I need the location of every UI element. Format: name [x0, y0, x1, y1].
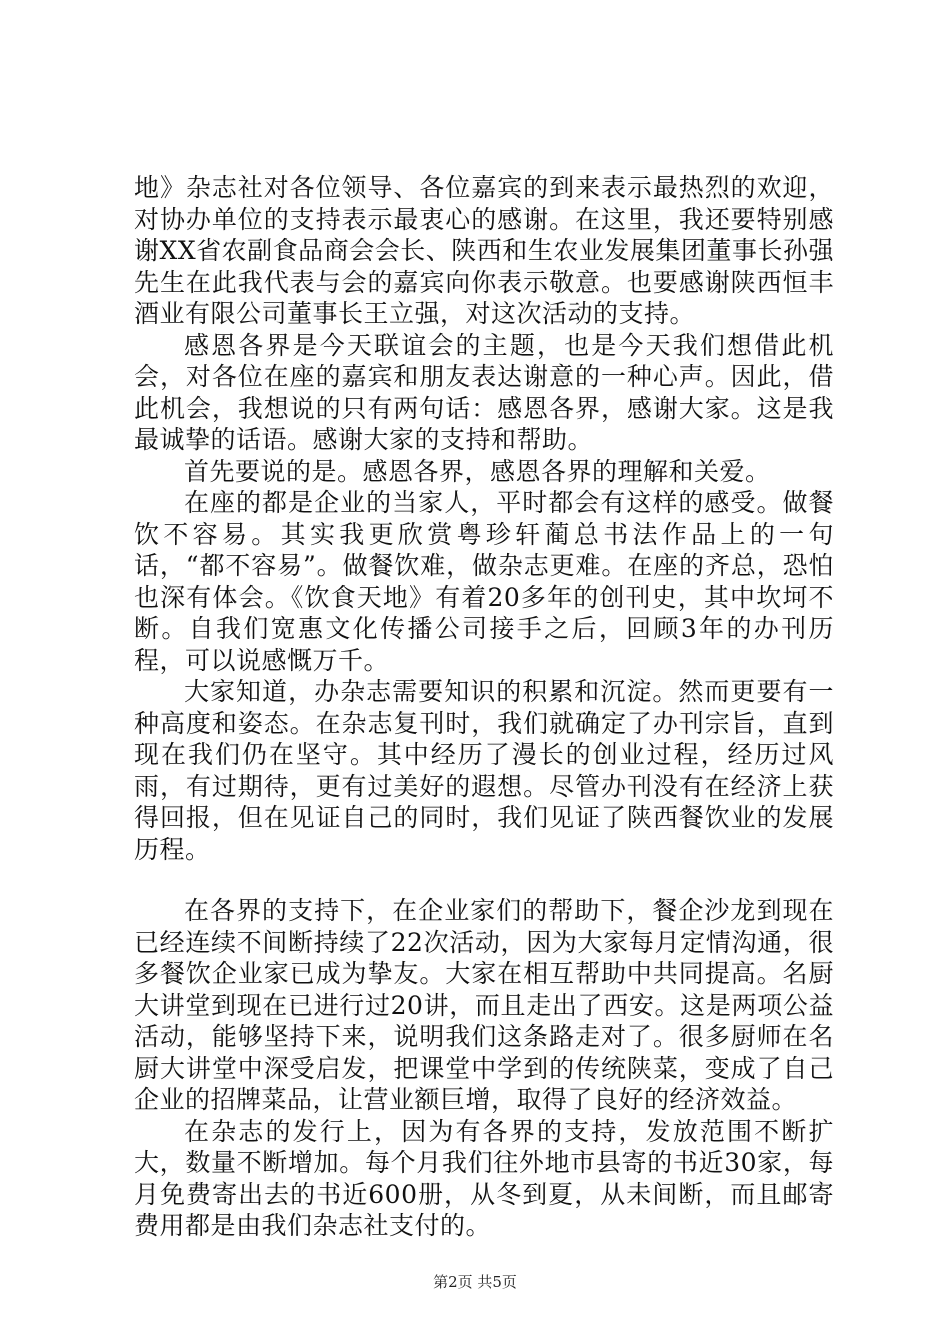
paragraph-7: 在杂志的发行上，因为有各界的支持，发放范围不断扩大，数量不断增加。每个月我们往外地市县寄的书近30家，每月免费寄出去的书近600册，从冬到夏，从未间断，而且邮寄费用都是由我们杂志社支付的。	[134, 1116, 834, 1240]
document-body	[134, 172, 834, 1242]
paragraph-1: 地》杂志社对各位领导、各位嘉宾的到来表示最热烈的欢迎，对协办单位的支持表示最衷心的感谢。在这里，我还要特别感谢XX省农副食品商会会长、陕西和生农业发展集团董事长孙强先生在此我代表与会的嘉宾向你表示敬意。也要感谢陕西恒丰酒业有限公司董事长王立强，对这次活动的支持。	[134, 173, 834, 328]
page-footer: 第2页 共5页	[433, 1273, 517, 1291]
paragraph-2: 感恩各界是今天联谊会的主题，也是今天我们想借此机会，对各位在座的嘉宾和朋友表达谢意的一种心声。因此，借此机会，我想说的只有两句话：感恩各界，感谢大家。这是我最诚挚的话语。感谢大家的支持和帮助。	[134, 330, 834, 454]
paragraph-6: 在各界的支持下，在企业家们的帮助下，餐企沙龙到现在已经连续不间断持续了22次活动，因为大家每月定情沟通，很多餐饮企业家已成为挚友。大家在相互帮助中共同提高。名厨大讲堂到现在已进行过20讲，而且走出了西安。这是两项公益活动，能够坚持下来，说明我们这条路走对了。很多厨师在名厨大讲堂中深受启发，把课堂中学到的传统陕菜，变成了自己企业的招牌菜品，让营业额巨增，取得了良好的经济效益。	[134, 896, 834, 1114]
paragraph-4: 在座的都是企业的当家人，平时都会有这样的感受。做餐饮不容易。其实我更欣赏粤珍轩蔺总书法作品上的一句话，“都不容易”。做餐饮难，做杂志更难。在座的齐总，恐怕也深有体会。《饮食天地》有着20多年的创刊史，其中坎坷不断。自我们宽惠文化传播公司接手之后，回顾3年的办刊历程，可以说感慨万千。	[134, 488, 834, 675]
paragraph-spacer	[134, 865, 834, 895]
paragraph-5: 大家知道，办杂志需要知识的积累和沉淀。然而更要有一种高度和姿态。在杂志复刊时，我们就确定了办刊宗旨，直到现在我们仍在坚守。其中经历了漫长的创业过程，经历过风雨，有过期待，更有过美好的遐想。尽管办刊没有在经济上获得回报，但在见证自己的同时，我们见证了陕西餐饮业的发展历程。	[134, 677, 834, 864]
paragraph-3: 首先要说的是。感恩各界，感恩各界的理解和关爱。	[184, 456, 771, 486]
